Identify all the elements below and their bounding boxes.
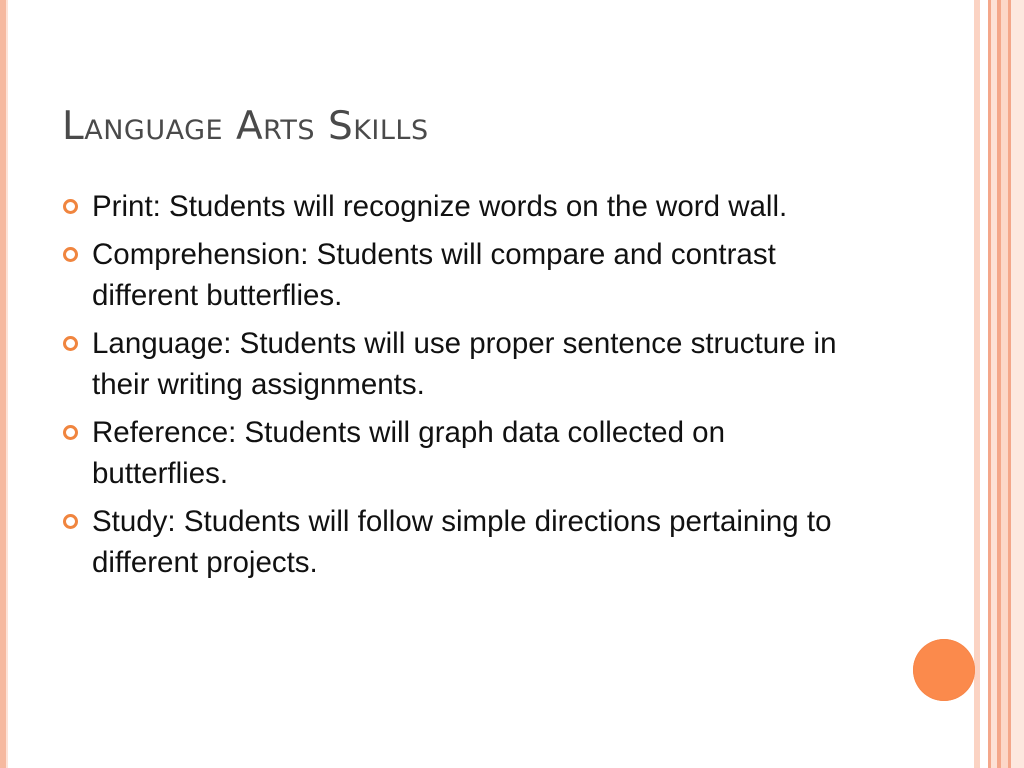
circle-bullet-icon xyxy=(63,247,78,262)
circle-bullet-icon xyxy=(63,199,78,214)
stripe xyxy=(1011,0,1024,768)
bullet-text: Print: Students will recognize words on the word wall. xyxy=(92,190,788,223)
stripe xyxy=(980,0,988,768)
slide-title: Language Arts Skills xyxy=(62,104,429,149)
bullet-text: Language: Students will use proper sentence structure in their writing assignments. xyxy=(92,327,837,401)
bullet-item xyxy=(62,186,852,227)
bullet-item xyxy=(62,412,852,494)
orange-circle-decoration xyxy=(913,639,975,701)
bullet-item xyxy=(62,234,852,316)
bullet-item xyxy=(62,323,852,405)
bullet-item xyxy=(62,501,852,583)
stripe xyxy=(1001,0,1008,768)
circle-bullet-icon xyxy=(63,336,78,351)
circle-bullet-icon xyxy=(63,514,78,529)
right-decorative-stripes xyxy=(974,0,1024,768)
bullet-text: Comprehension: Students will compare and contrast different butterflies. xyxy=(92,238,776,312)
left-border-inner xyxy=(6,0,8,768)
bullet-list xyxy=(62,186,852,590)
bullet-text: Reference: Students will graph data collected on butterflies. xyxy=(92,416,725,490)
bullet-text: Study: Students will follow simple directions pertaining to different projects. xyxy=(92,505,832,579)
circle-bullet-icon xyxy=(63,425,78,440)
